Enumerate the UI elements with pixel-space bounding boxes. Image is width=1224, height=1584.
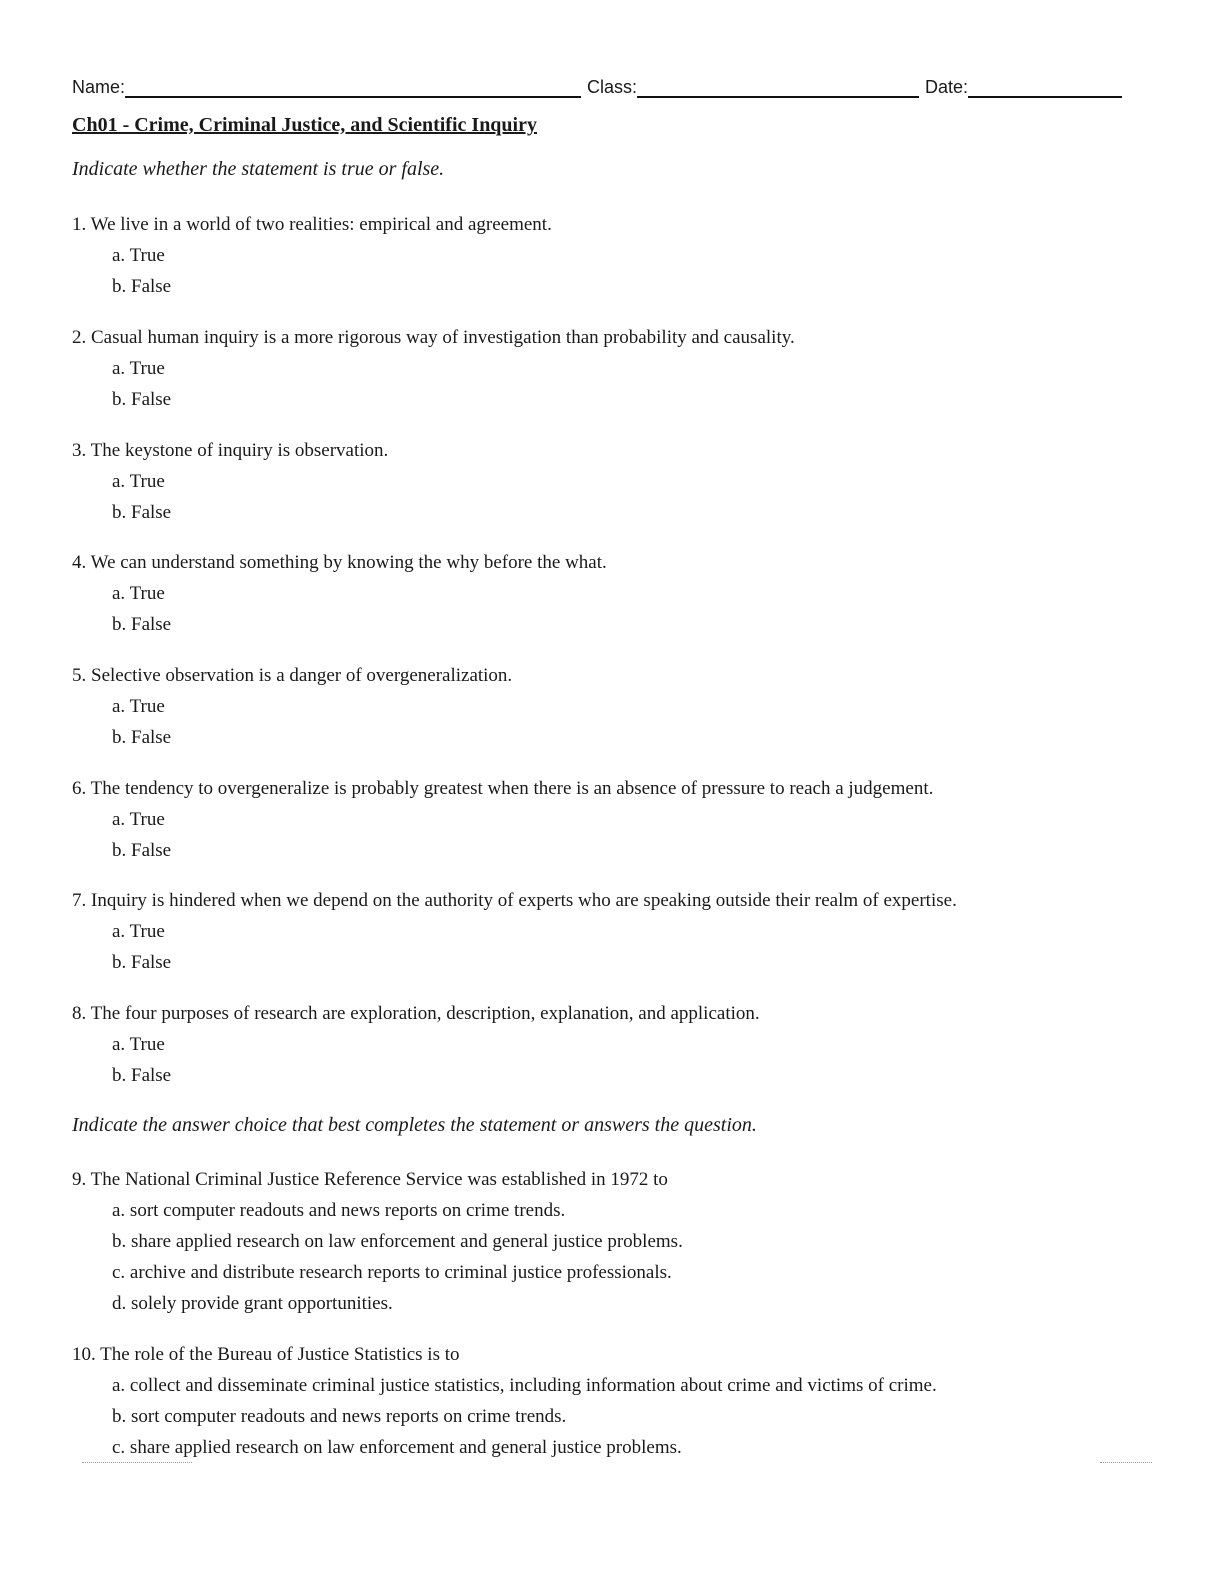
answer-option[interactable]: d. solely provide grant opportunities.	[112, 1293, 393, 1314]
answer-option[interactable]: a. sort computer readouts and news reports on crime trends.	[112, 1200, 566, 1221]
section-instruction: Indicate the answer choice that best completes the statement or answers the question.	[72, 1114, 757, 1136]
question-5	[72, 664, 512, 757]
answer-option[interactable]: b. False	[112, 389, 172, 410]
answer-option[interactable]: b. False	[112, 614, 172, 635]
name-field[interactable]	[125, 74, 581, 98]
question-6	[72, 777, 933, 870]
answer-option[interactable]: a. True	[112, 1034, 165, 1055]
date-label: Date:	[925, 77, 969, 97]
answer-option[interactable]: b. False	[112, 727, 172, 748]
answer-option[interactable]: b. sort computer readouts and news reports on crime trends.	[112, 1406, 567, 1427]
footer-fragment-left	[82, 1462, 192, 1465]
answer-option[interactable]: c. archive and distribute research reports to criminal justice professionals.	[112, 1262, 672, 1283]
footer-fragment-right	[1100, 1462, 1152, 1465]
page-title: Ch01 - Crime, Criminal Justice, and Scientific Inquiry	[72, 114, 537, 136]
question-stem: 1. We live in a world of two realities: empirical and agreement.	[72, 214, 552, 235]
question-stem: 6. The tendency to overgeneralize is probably greatest when there is an absence of pressure to reach a judgement.	[72, 778, 934, 799]
answer-option[interactable]: a. collect and disseminate criminal justice statistics, including information about crime and victims of crime.	[112, 1375, 937, 1396]
question-4	[72, 551, 607, 644]
question-stem: 4. We can understand something by knowing the why before the what.	[72, 552, 607, 573]
name-label: Name:	[72, 77, 126, 97]
student-info-header	[72, 70, 1144, 98]
answer-option[interactable]: b. False	[112, 1065, 172, 1086]
question-7	[72, 889, 957, 982]
answer-option[interactable]: a. True	[112, 471, 165, 492]
date-field[interactable]	[968, 74, 1122, 98]
question-3	[72, 439, 388, 532]
answer-option[interactable]: a. True	[112, 245, 165, 266]
question-stem: 5. Selective observation is a danger of overgeneralization.	[72, 665, 513, 686]
question-stem: 9. The National Criminal Justice Reference Service was established in 1972 to	[72, 1169, 668, 1190]
question-stem: 3. The keystone of inquiry is observation.	[72, 440, 389, 461]
answer-option[interactable]: b. False	[112, 840, 172, 861]
question-stem: 8. The four purposes of research are exploration, description, explanation, and application.	[72, 1003, 760, 1024]
question-1	[72, 213, 552, 306]
answer-option[interactable]: a. True	[112, 809, 165, 830]
question-stem: 10. The role of the Bureau of Justice Statistics is to	[72, 1344, 460, 1365]
class-field[interactable]	[637, 74, 919, 98]
answer-option[interactable]: b. False	[112, 952, 172, 973]
question-stem: 7. Inquiry is hindered when we depend on the authority of experts who are speaking outside their realm of expertise.	[72, 890, 957, 911]
answer-option[interactable]: a. True	[112, 358, 165, 379]
answer-option[interactable]: b. False	[112, 276, 172, 297]
section-instruction: Indicate whether the statement is true or false.	[72, 158, 445, 180]
answer-option[interactable]: a. True	[112, 583, 165, 604]
answer-option[interactable]: b. False	[112, 502, 172, 523]
answer-option[interactable]: a. True	[112, 921, 165, 942]
answer-option[interactable]: c. share applied research on law enforcement and general justice problems.	[112, 1437, 682, 1458]
class-label: Class:	[587, 77, 638, 97]
question-9	[72, 1168, 683, 1323]
answer-option[interactable]: b. share applied research on law enforcement and general justice problems.	[112, 1231, 683, 1252]
question-10	[72, 1343, 937, 1467]
question-2	[72, 326, 795, 419]
answer-option[interactable]: a. True	[112, 696, 165, 717]
question-8	[72, 1002, 760, 1095]
question-stem: 2. Casual human inquiry is a more rigorous way of investigation than probability and causality.	[72, 327, 795, 348]
